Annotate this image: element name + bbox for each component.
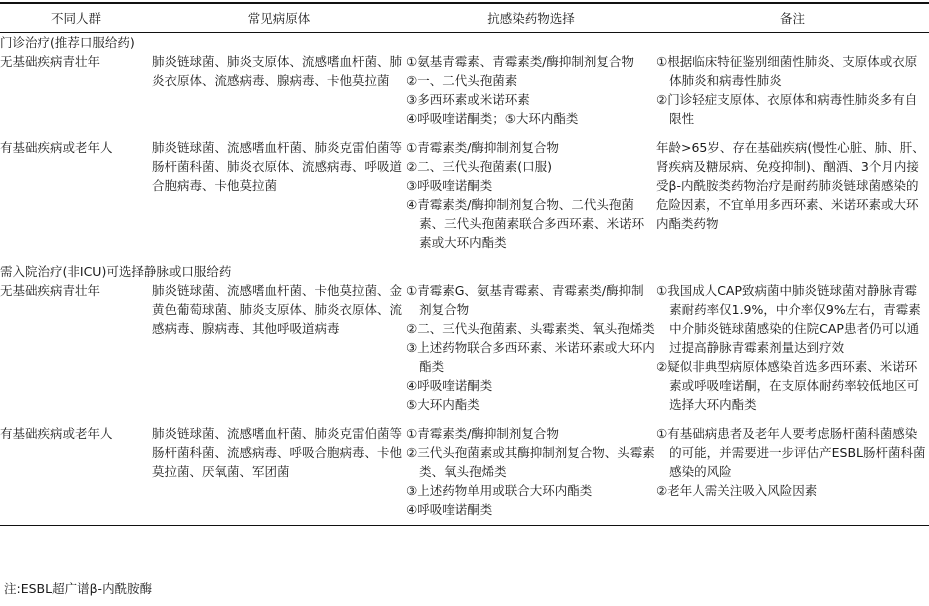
drug-option: ⑤大环内酯类	[406, 397, 480, 412]
section-row	[0, 33, 929, 53]
drug-option: ④呼吸喹诺酮类；⑤大环内酯类	[406, 111, 579, 126]
population-cell: 有基础疾病或老年人	[0, 424, 152, 526]
drug-option: ③多西环素或米诺环素	[406, 92, 530, 107]
drugs-cell	[406, 52, 656, 138]
pathogens-cell: 肺炎链球菌、流感嗜血杆菌、肺炎克雷伯菌等肠杆菌科菌、肺炎衣原体、流感病毒、呼吸道合胞病毒、卡他莫拉菌	[152, 140, 403, 193]
drug-option: ④青霉素类/酶抑制剂复合物、二代头孢菌素、三代头孢菌素联合多西环素、米诺环素或大环内酯类	[406, 197, 645, 250]
notes-cell	[656, 281, 929, 424]
notes-cell	[656, 52, 929, 138]
drugs-cell	[406, 281, 656, 424]
pathogens-cell: 肺炎链球菌、流感嗜血杆菌、肺炎克雷伯菌等肠杆菌科菌、流感病毒、呼吸合胞病毒、卡他莫拉菌、厌氧菌、军团菌	[152, 424, 406, 526]
note-item: ①根据临床特征鉴别细菌性肺炎、支原体或衣原体肺炎和病毒性肺炎	[656, 54, 918, 88]
drug-option: ④呼吸喹诺酮类	[406, 378, 493, 393]
population-cell: 有基础疾病或老年人	[0, 140, 113, 155]
header-pathogens: 常见病原体	[152, 3, 406, 33]
drug-option: ③上述药物单用或联合大环内酯类	[406, 483, 593, 498]
drug-option: ①青霉素G、氨基青霉素、青霉素类/酶抑制剂复合物	[406, 283, 644, 317]
drug-option: ①青霉素类/酶抑制剂复合物	[406, 140, 559, 155]
table-row	[0, 281, 929, 424]
note-item: 年龄>65岁、存在基础疾病(慢性心脏、肺、肝、肾疾病及糖尿病、免疫抑制)、酗酒、3个月内接受β-内酰胺类药物治疗是耐药肺炎链球菌感染的危险因素，不宜单用多西环素、米诺环素或大环内酯类药物	[656, 140, 925, 231]
note-item: ①我国成人CAP致病菌中肺炎链球菌对静脉青霉素耐药率仅1.9%，中介率仅9%左右，青霉素中介肺炎链球菌感染的住院CAP患者仍可以通过提高静脉青霉素剂量达到疗效	[656, 283, 921, 355]
table-row	[0, 138, 929, 262]
drug-option: ④呼吸喹诺酮类	[406, 502, 493, 517]
footnote: 注:ESBL超广谱β-内酰胺酶	[4, 581, 153, 596]
note-item: ②老年人需关注吸入风险因素	[656, 483, 818, 498]
notes-cell	[656, 138, 929, 262]
header-drugs: 抗感染药物选择	[406, 3, 656, 33]
drugs-cell	[406, 424, 656, 526]
section-row	[0, 262, 929, 281]
drug-option: ③呼吸喹诺酮类	[406, 178, 493, 193]
drug-option: ②三代头孢菌素或其酶抑制剂复合物、头霉素类、氧头孢烯类	[406, 445, 655, 479]
notes-cell	[656, 424, 929, 526]
drug-option: ③上述药物联合多西环素、米诺环素或大环内酯类	[406, 340, 655, 374]
header-population: 不同人群	[0, 3, 152, 33]
drug-option: ①氨基青霉素、青霉素类/酶抑制剂复合物	[406, 54, 634, 69]
table-header-row	[0, 3, 929, 33]
table-row	[0, 424, 929, 526]
population-cell: 无基础疾病青壮年	[0, 283, 101, 298]
drug-option: ①青霉素类/酶抑制剂复合物	[406, 426, 559, 441]
cap-treatment-table	[0, 2, 929, 526]
table-row	[0, 52, 929, 138]
note-item: ②疑似非典型病原体感染首选多西环素、米诺环素或呼吸喹诺酮，在支原体耐药率较低地区可选择大环内酯类	[656, 359, 920, 412]
section-title: 需入院治疗(非ICU)可选择静脉或口服给药	[0, 264, 232, 279]
section-title: 门诊治疗(推荐口服给药)	[0, 35, 135, 50]
pathogens-cell: 肺炎链球菌、流感嗜血杆菌、卡他莫拉菌、金黄色葡萄球菌、肺炎支原体、肺炎衣原体、流感病毒、腺病毒、其他呼吸道病毒	[152, 283, 403, 336]
note-item: ②门诊轻症支原体、衣原体和病毒性肺炎多有自限性	[656, 92, 918, 126]
drug-option: ②一、二代头孢菌素	[406, 73, 518, 88]
header-notes: 备注	[656, 3, 929, 33]
pathogens-cell: 肺炎链球菌、肺炎支原体、流感嗜血杆菌、肺炎衣原体、流感病毒、腺病毒、卡他莫拉菌	[152, 54, 403, 88]
population-cell: 无基础疾病青壮年	[0, 54, 101, 69]
drug-option: ②二、三代头孢菌素(口服)	[406, 159, 552, 174]
table-body	[0, 33, 929, 526]
drugs-cell	[406, 138, 656, 262]
note-item: ①有基础病患者及老年人要考虑肠杆菌科菌感染的可能，并需要进一步评估产ESBL肠杆菌科菌感染的风险	[656, 426, 926, 479]
drug-option: ②二、三代头孢菌素、头霉素类、氧头孢烯类	[406, 321, 655, 336]
